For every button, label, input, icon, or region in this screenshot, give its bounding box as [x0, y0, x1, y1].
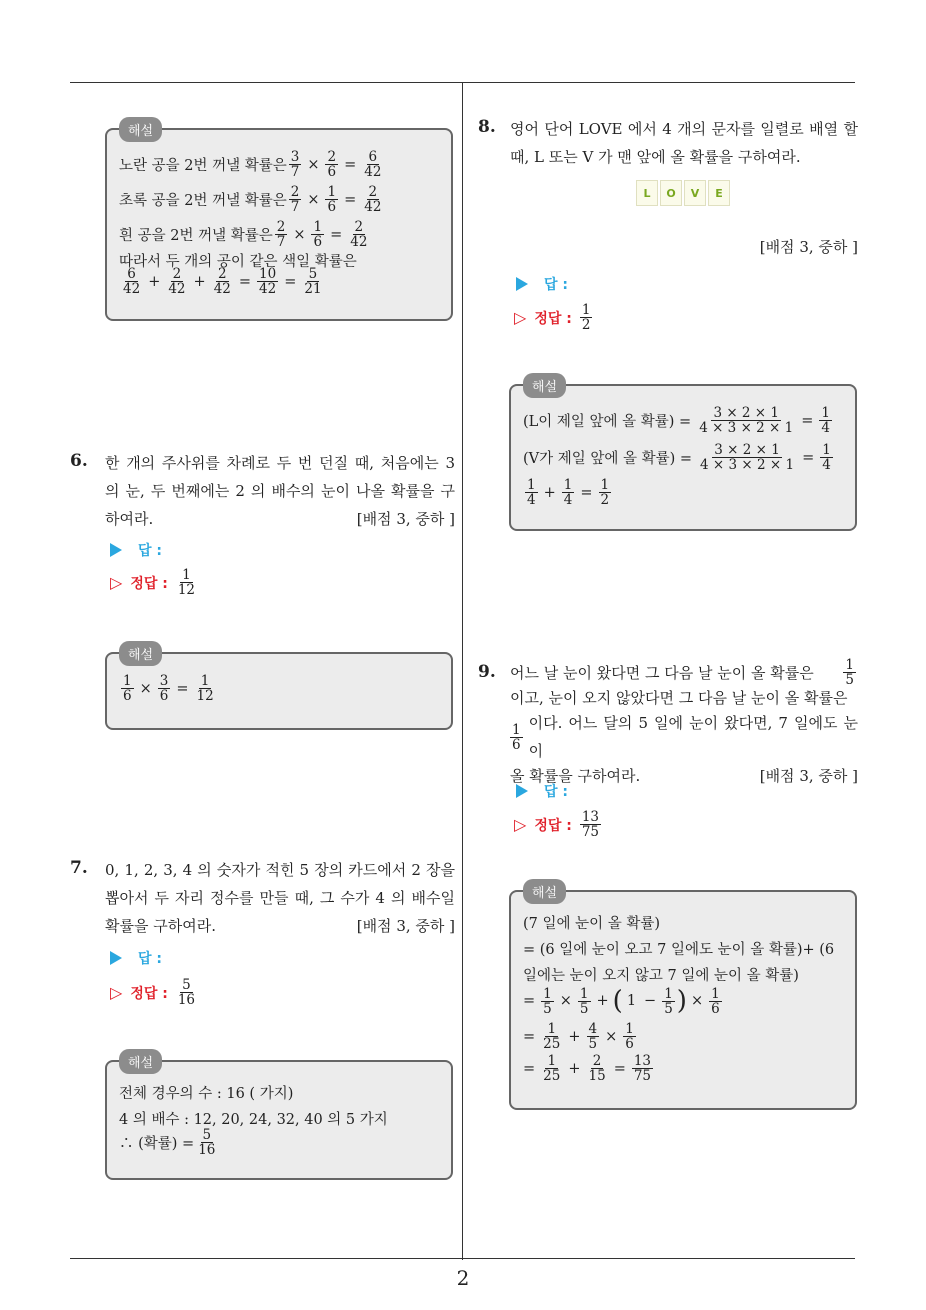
explanation-line: $\frac{1}{4}$ + $\frac{1}{4}$ = $\frac{1}{2}$ — [527, 477, 610, 508]
letter-card: O — [660, 180, 682, 206]
explanation-box-5 — [105, 124, 453, 321]
answer-field[interactable]: 답 : — [110, 948, 162, 968]
play-arrow-icon — [110, 951, 122, 965]
explanation-line: (V가 제일 앞에 올 확률) = $\frac{3 \times 2 \times 1}{4 \times 3 \times 2 \times 1}$ = $\frac{1}{4}$ — [523, 442, 831, 473]
outline-arrow-icon: ▷ — [110, 983, 123, 1002]
question-number: 7. — [70, 858, 88, 878]
explanation-box-7 — [105, 1056, 453, 1180]
play-arrow-icon — [110, 543, 122, 557]
explanation-line: = $\frac{1}{5}$ × $\frac{1}{5}$ + ( 1 − $\frac{1}{5}$ ) × $\frac{1}{6}$ — [523, 985, 720, 1017]
score-meta: [배점 3, 중하 ] — [356, 510, 455, 528]
answer-field[interactable]: 답 : — [516, 274, 568, 294]
explanation-tag: 해설 — [523, 373, 566, 398]
question-text: 한 개의 주사위를 차례로 두 번 던질 때, 처음에는 3 의 눈, 두 번째에는 2 의 배수의 눈이 나올 확률을 구하여라. [배점 3, 중하 ] — [105, 449, 455, 533]
explanation-tag: 해설 — [119, 117, 162, 142]
question-text: 어느 날 눈이 왔다면 그 다음 날 눈이 올 확률은 $\frac{1}{5}$ 이고, 눈이 오지 않았다면 그 다음 날 눈이 올 확률은 $\frac{1}{6}$ 이다. 어느 달의 5 일에 눈이 왔다면, 7 일에도 눈이 올 확률을 구하여라. [배점 3, 중하 ] — [510, 657, 858, 785]
explanation-line: 4 의 배수 : 12, 20, 24, 32, 40 의 5 가지 — [119, 1112, 388, 1128]
explanation-box-8 — [509, 380, 857, 531]
answer-field[interactable]: 답 : — [516, 781, 568, 801]
score-meta: [배점 3, 중하 ] — [759, 767, 858, 785]
bottom-rule — [70, 1258, 855, 1259]
score-meta: [배점 3, 중하 ] — [356, 917, 455, 935]
explanation-box-6 — [105, 648, 453, 730]
explanation-line: 노란 공을 2번 꺼낼 확률은 $\frac{3}{7}$ × $\frac{2}{6}$ = $\frac{6}{42}$ — [119, 149, 382, 180]
play-arrow-icon — [516, 277, 528, 291]
explanation-line: $\frac{6}{42}$ + $\frac{2}{42}$ + $\frac{2}{42}$ = $\frac{10}{42}$ = $\frac{5}{21}$ — [123, 266, 322, 297]
correct-answer: ▷ 정답 : $\frac{1}{2}$ — [514, 302, 591, 333]
explanation-line: 따라서 두 개의 공이 같은 색일 확률은 — [119, 254, 357, 270]
explanation-tag: 해설 — [523, 879, 566, 904]
explanation-line: 흰 공을 2번 꺼낼 확률은 $\frac{2}{7}$ × $\frac{1}{6}$ = $\frac{2}{42}$ — [119, 219, 368, 250]
explanation-line: $\frac{1}{6}$ × $\frac{3}{6}$ = $\frac{1}{12}$ — [123, 673, 214, 704]
question-text: 0, 1, 2, 3, 4 의 숫자가 적힌 5 장의 카드에서 2 장을 뽑아서 두 자리 정수를 만들 때, 그 수가 4 의 배수일 확률을 구하여라. [배점 3, 중하 ] — [105, 856, 455, 940]
explanation-line: = $\frac{1}{25}$ + $\frac{4}{5}$ × $\frac{1}{6}$ — [523, 1021, 634, 1052]
outline-arrow-icon: ▷ — [514, 308, 527, 327]
explanation-tag: 해설 — [119, 1049, 162, 1074]
letter-card: L — [636, 180, 658, 206]
explanation-line: 초록 공을 2번 꺼낼 확률은 $\frac{2}{7}$ × $\frac{1}{6}$ = $\frac{2}{42}$ — [119, 184, 382, 215]
explanation-line: ∴ (확률) = $\frac{5}{16}$ — [119, 1127, 216, 1158]
explanation-tag: 해설 — [119, 641, 162, 666]
page-number: 2 — [456, 1266, 470, 1290]
question-number: 6. — [70, 451, 88, 471]
column-divider — [462, 83, 463, 1260]
score-meta: [배점 3, 중하 ] — [759, 238, 858, 256]
explanation-line: (7 일에 눈이 올 확률) — [523, 916, 661, 932]
question-number: 8. — [478, 117, 496, 137]
explanation-line: 일에는 눈이 오지 않고 7 일에 눈이 올 확률) — [523, 968, 799, 984]
explanation-line: (L이 제일 앞에 올 확률) = $\frac{3 \times 2 \times 1}{4 \times 3 \times 2 \times 1}$ = $\frac{1}{4}$ — [523, 405, 830, 436]
correct-answer: ▷ 정답 : $\frac{5}{16}$ — [110, 977, 196, 1008]
answer-field[interactable]: 답 : — [110, 540, 162, 560]
letter-card: E — [708, 180, 730, 206]
explanation-line: 전체 경우의 수 : 16 ( 가지) — [119, 1086, 294, 1102]
outline-arrow-icon: ▷ — [110, 573, 123, 592]
question-text: 영어 단어 LOVE 에서 4 개의 문자를 일렬로 배열 할 때, L 또는 V 가 맨 앞에 올 확률을 구하여라. — [510, 120, 858, 166]
explanation-box-9 — [509, 886, 857, 1110]
correct-answer: ▷ 정답 : $\frac{1}{12}$ — [110, 567, 196, 598]
letter-card: V — [684, 180, 706, 206]
play-arrow-icon — [516, 784, 528, 798]
outline-arrow-icon: ▷ — [514, 815, 527, 834]
explanation-line: = $\frac{1}{25}$ + $\frac{2}{15}$ = $\frac{13}{75}$ — [523, 1053, 652, 1084]
love-letter-cards — [636, 180, 730, 206]
explanation-line: = (6 일에 눈이 오고 7 일에도 눈이 올 확률)+ (6 — [523, 942, 835, 958]
correct-answer: ▷ 정답 : $\frac{13}{75}$ — [514, 809, 600, 840]
question-number: 9. — [478, 662, 496, 682]
